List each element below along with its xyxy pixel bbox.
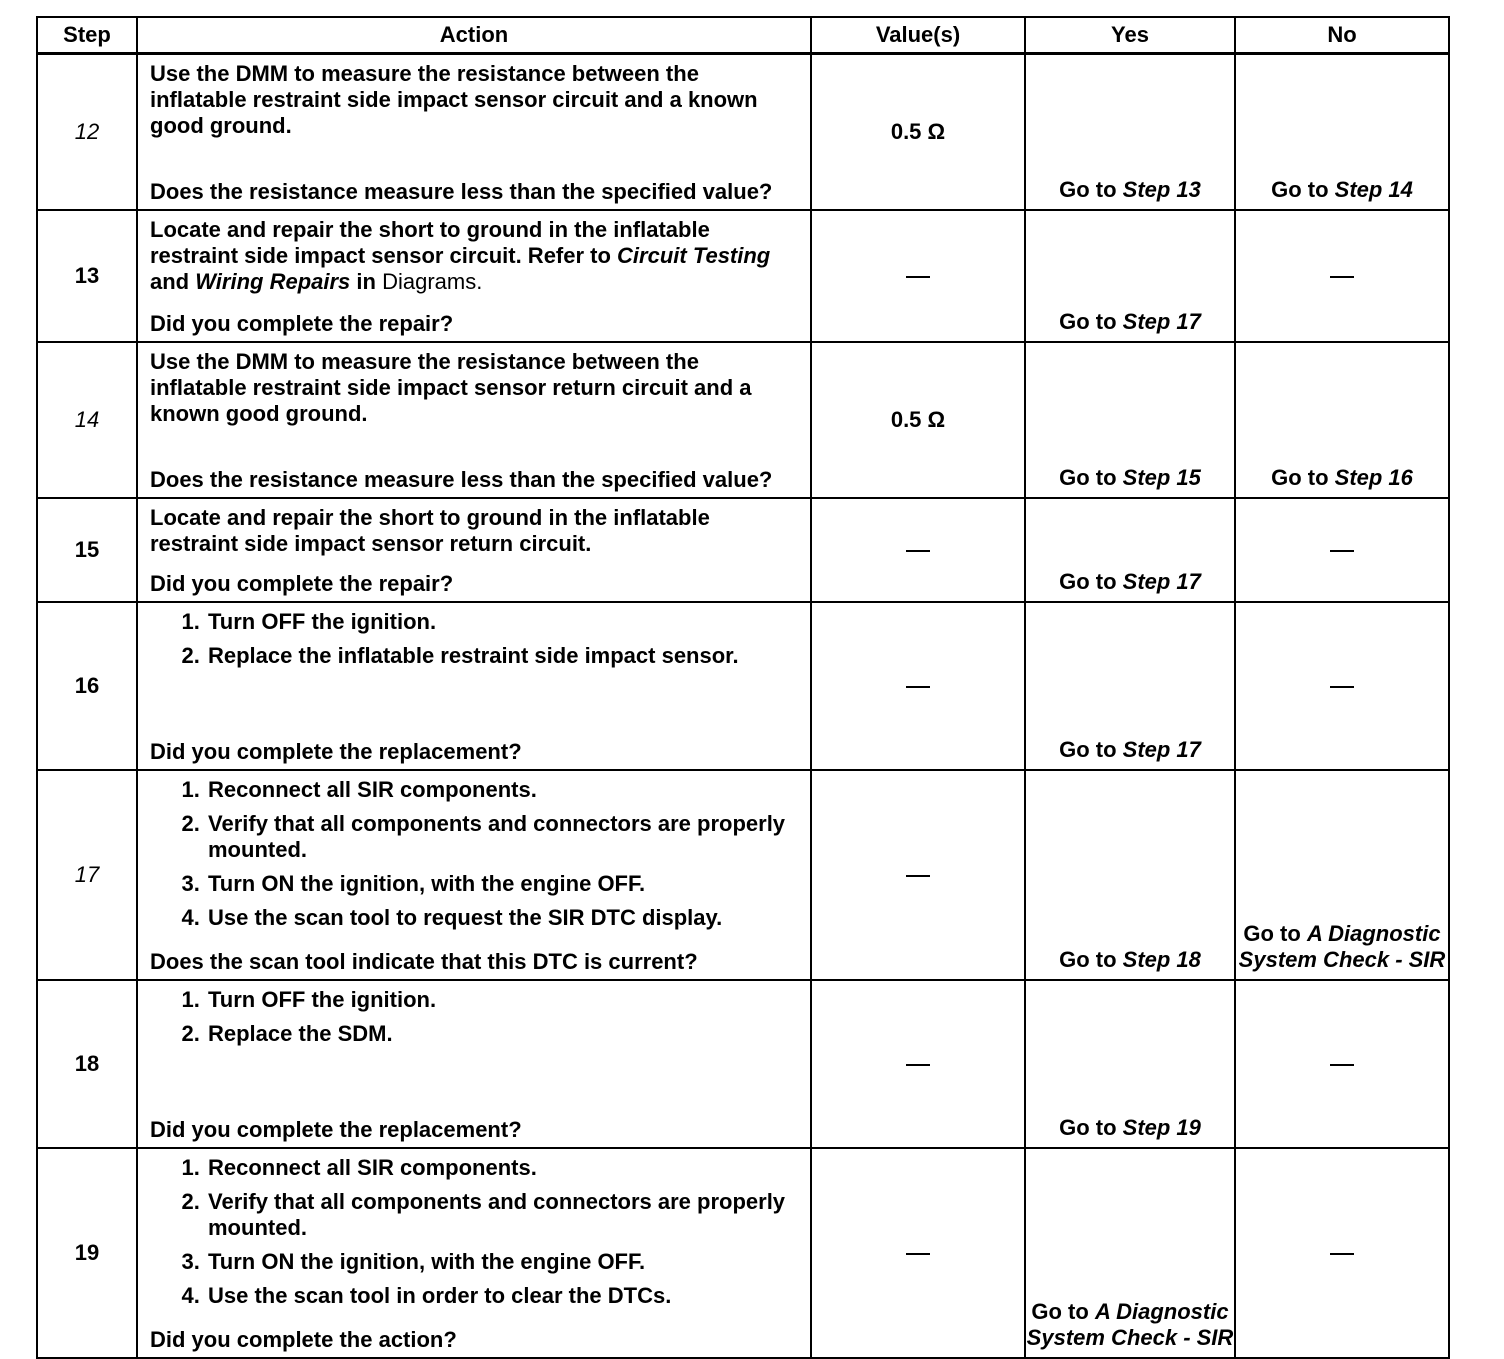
step-link[interactable]: Step 19 — [1122, 1115, 1201, 1140]
go-to-prefix: Go to — [1059, 1115, 1123, 1140]
dash-icon — [1330, 1064, 1354, 1066]
step-link[interactable]: Step 13 — [1122, 177, 1201, 202]
action-cell — [137, 1148, 811, 1358]
list-item: 4. Use the scan tool to request the SIR DTC display. — [206, 905, 800, 931]
table-row — [37, 770, 1449, 980]
go-to-prefix: Go to — [1031, 1299, 1095, 1324]
reference-link[interactable]: Circuit Testing — [617, 243, 771, 268]
list-item: 1. Reconnect all SIR components. — [206, 777, 800, 803]
step-link[interactable]: Step 17 — [1122, 569, 1201, 594]
action-list — [150, 777, 800, 931]
no-cell — [1235, 1148, 1449, 1358]
value-cell: 0.5 Ω — [811, 342, 1025, 498]
header-step: Step — [37, 17, 137, 54]
action-text: Use the DMM to measure the resistance between the inflatable restraint side impact sensor circuit and a known good ground. — [150, 61, 758, 138]
go-to-prefix: Go to — [1059, 309, 1123, 334]
list-item: 2. Replace the inflatable restraint side impact sensor. — [206, 643, 800, 669]
go-to-prefix: Go to — [1059, 569, 1123, 594]
header-action: Action — [137, 17, 811, 54]
step-number: 18 — [37, 980, 137, 1148]
dash-icon — [1330, 550, 1354, 552]
dash-icon — [1330, 276, 1354, 278]
action-cell — [137, 980, 811, 1148]
dash-icon — [1330, 686, 1354, 688]
action-question: Did you complete the replacement? — [150, 739, 522, 764]
table-row — [37, 54, 1449, 211]
action-cell — [137, 54, 811, 211]
action-text: Locate and repair the short to ground in the inflatable restraint side impact sensor circuit. Refer to Circuit Testing and Wiring Repairs in Diagrams. — [150, 217, 771, 294]
action-list — [150, 987, 800, 1047]
dash-icon — [906, 1253, 930, 1255]
table-row — [37, 980, 1449, 1148]
value-cell — [811, 498, 1025, 602]
table-row — [37, 498, 1449, 602]
step-link[interactable]: Step 18 — [1122, 947, 1201, 972]
action-list — [150, 609, 800, 669]
value-cell — [811, 980, 1025, 1148]
list-item: 1. Reconnect all SIR components. — [206, 1155, 800, 1181]
step-link[interactable]: Step 16 — [1334, 465, 1413, 490]
go-to-prefix: Go to — [1059, 737, 1123, 762]
diagnostic-table — [36, 16, 1450, 1359]
dash-icon — [906, 875, 930, 877]
no-cell — [1235, 342, 1449, 498]
no-cell — [1235, 54, 1449, 211]
no-cell — [1235, 210, 1449, 342]
reference-link[interactable]: Wiring Repairs — [195, 269, 351, 294]
step-number: 13 — [37, 210, 137, 342]
action-question: Did you complete the action? — [150, 1327, 457, 1352]
yes-cell — [1025, 498, 1235, 602]
step-number: 16 — [37, 602, 137, 770]
action-question: Does the resistance measure less than the specified value? — [150, 179, 773, 204]
go-to-prefix: Go to — [1059, 177, 1123, 202]
table-row — [37, 1148, 1449, 1358]
step-number: 17 — [37, 770, 137, 980]
diagnostic-check-link[interactable]: A Diagnostic System Check - SIR — [1238, 921, 1446, 972]
action-cell — [137, 602, 811, 770]
go-to-prefix: Go to — [1271, 177, 1335, 202]
header-row — [37, 17, 1449, 54]
step-link[interactable]: Step 17 — [1122, 737, 1201, 762]
yes-cell — [1025, 342, 1235, 498]
no-cell — [1235, 498, 1449, 602]
action-cell — [137, 342, 811, 498]
dash-icon — [906, 276, 930, 278]
value-cell — [811, 210, 1025, 342]
action-question: Did you complete the repair? — [150, 311, 454, 336]
go-to-prefix: Go to — [1271, 465, 1335, 490]
list-item: 1. Turn OFF the ignition. — [206, 609, 800, 635]
action-question: Does the scan tool indicate that this DTC is current? — [150, 949, 698, 974]
list-item: 4. Use the scan tool in order to clear the DTCs. — [206, 1283, 800, 1309]
table-row — [37, 342, 1449, 498]
list-item: 2. Replace the SDM. — [206, 1021, 800, 1047]
go-to-prefix: Go to — [1059, 465, 1123, 490]
yes-cell — [1025, 1148, 1235, 1358]
action-question: Did you complete the repair? — [150, 571, 454, 596]
no-cell — [1235, 980, 1449, 1148]
action-question: Did you complete the replacement? — [150, 1117, 522, 1142]
yes-cell — [1025, 210, 1235, 342]
header-yes: Yes — [1025, 17, 1235, 54]
value-cell — [811, 602, 1025, 770]
yes-cell — [1025, 980, 1235, 1148]
dash-icon — [906, 550, 930, 552]
action-list — [150, 1155, 800, 1309]
no-cell — [1235, 770, 1449, 980]
step-number: 12 — [37, 54, 137, 211]
action-cell — [137, 498, 811, 602]
yes-cell — [1025, 602, 1235, 770]
step-number: 15 — [37, 498, 137, 602]
diagnostic-check-link[interactable]: A Diagnostic System Check - SIR — [1026, 1299, 1234, 1350]
action-cell — [137, 770, 811, 980]
step-link[interactable]: Step 17 — [1122, 309, 1201, 334]
action-text: Locate and repair the short to ground in the inflatable restraint side impact sensor return circuit. — [150, 505, 710, 556]
step-number: 19 — [37, 1148, 137, 1358]
dash-icon — [906, 1064, 930, 1066]
table-row — [37, 210, 1449, 342]
dash-icon — [1330, 1253, 1354, 1255]
yes-cell — [1025, 54, 1235, 211]
action-question: Does the resistance measure less than the specified value? — [150, 467, 773, 492]
list-item: 2. Verify that all components and connectors are properly mounted. — [206, 1189, 800, 1241]
value-cell — [811, 770, 1025, 980]
step-link[interactable]: Step 14 — [1334, 177, 1413, 202]
go-to-prefix: Go to — [1059, 947, 1123, 972]
dash-icon — [906, 686, 930, 688]
list-item: 2. Verify that all components and connectors are properly mounted. — [206, 811, 800, 863]
reference-link[interactable]: Diagrams. — [382, 269, 483, 294]
action-text: Use the DMM to measure the resistance between the inflatable restraint side impact sensor return circuit and a known good ground. — [150, 349, 752, 426]
step-link[interactable]: Step 15 — [1122, 465, 1201, 490]
list-item: 3. Turn ON the ignition, with the engine OFF. — [206, 871, 800, 897]
no-cell — [1235, 602, 1449, 770]
value-cell — [811, 1148, 1025, 1358]
go-to-prefix: Go to — [1243, 921, 1307, 946]
table-row — [37, 602, 1449, 770]
list-item: 1. Turn OFF the ignition. — [206, 987, 800, 1013]
yes-cell — [1025, 770, 1235, 980]
action-cell — [137, 210, 811, 342]
value-cell: 0.5 Ω — [811, 54, 1025, 211]
list-item: 3. Turn ON the ignition, with the engine OFF. — [206, 1249, 800, 1275]
step-number: 14 — [37, 342, 137, 498]
header-values: Value(s) — [811, 17, 1025, 54]
header-no: No — [1235, 17, 1449, 54]
